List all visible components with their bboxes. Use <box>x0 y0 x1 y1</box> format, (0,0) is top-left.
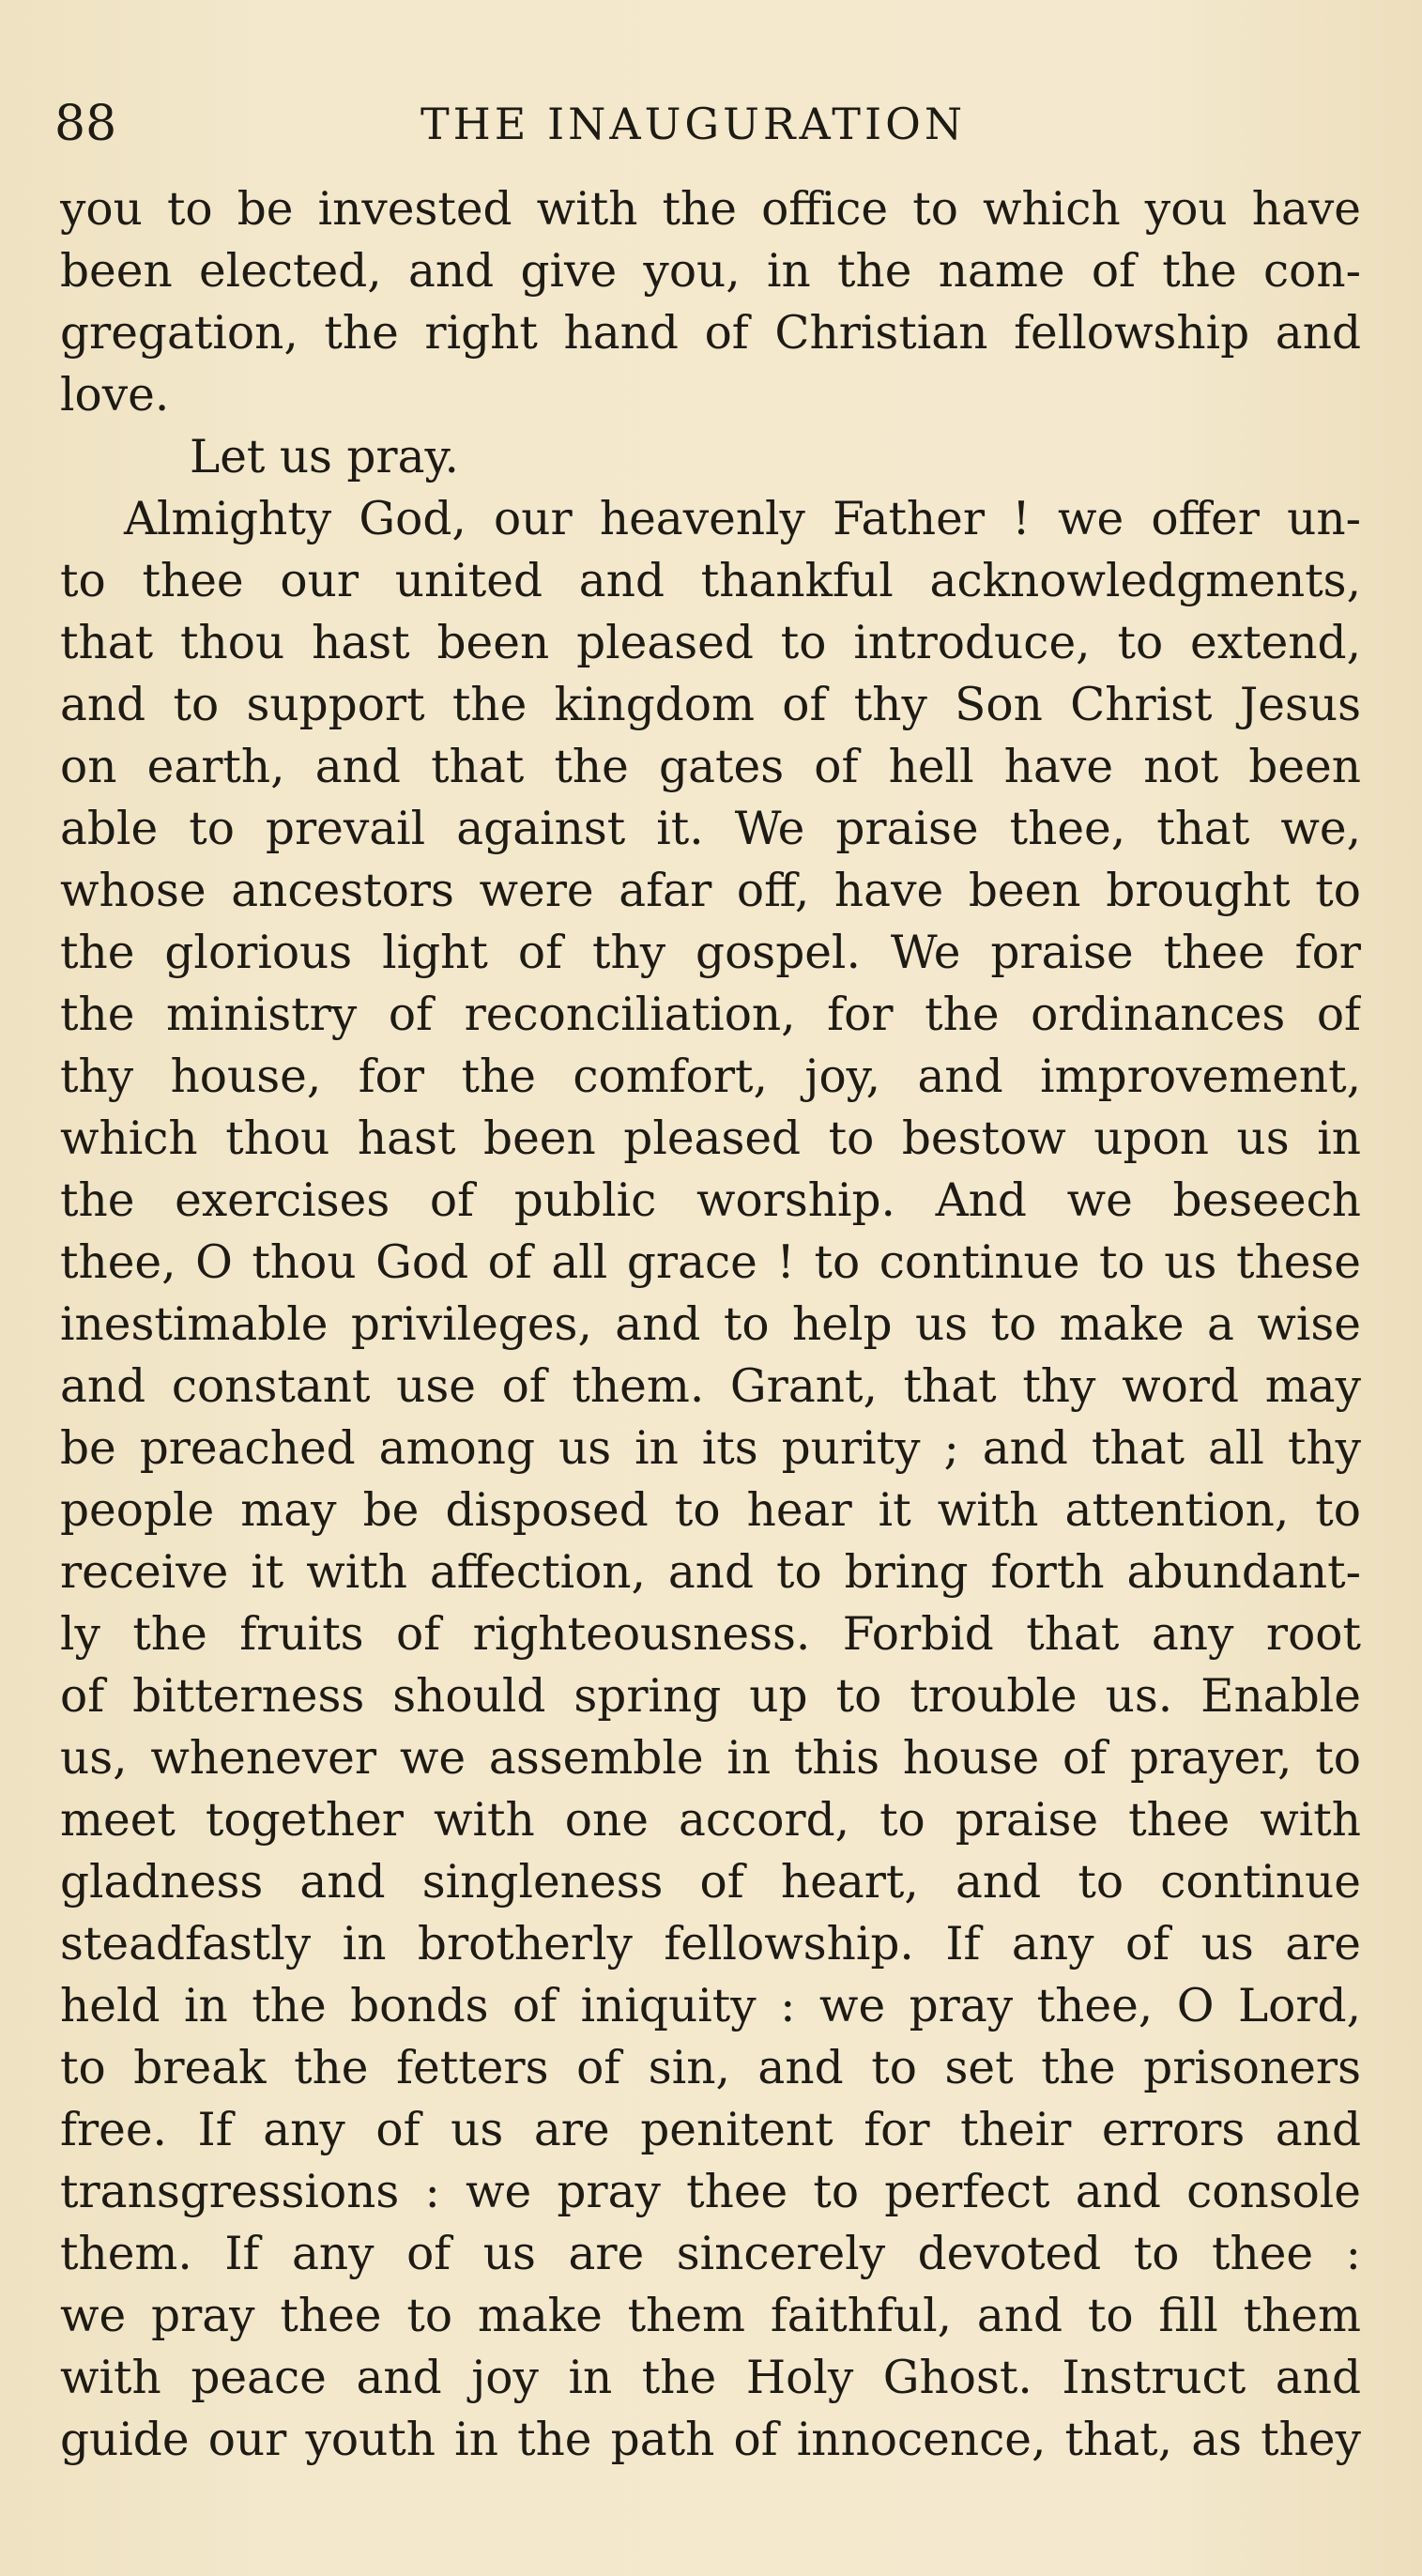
text-line: the ministry of reconciliation, for the ordinances of <box>60 989 1361 1041</box>
text-line: us, whenever we assemble in this house of prayer, to <box>60 1732 1361 1785</box>
text-line: thy house, for the comfort, joy, and improvement, <box>60 1050 1361 1103</box>
text-line: able to prevail against it. We praise thee, that we, <box>60 803 1361 855</box>
text-line: them. If any of us are sincerely devoted to thee : <box>60 2228 1361 2280</box>
text-line: guide our youth in the path of innocence, that, as they <box>60 2414 1361 2466</box>
text-line: receive it with affection, and to bring forth abundant- <box>60 1546 1361 1599</box>
page-number: 88 <box>54 96 117 152</box>
text-line: you to be invested with the office to which you have <box>60 183 1361 236</box>
text-line: held in the bonds of iniquity : we pray thee, O Lord, <box>60 1980 1361 2032</box>
text-line: gladness and singleness of heart, and to continue <box>60 1856 1361 1909</box>
text-line: Let us pray. <box>190 431 459 483</box>
text-line: of bitterness should spring up to trouble us. Enable <box>60 1670 1361 1723</box>
text-line: on earth, and that the gates of hell have not been <box>60 741 1361 793</box>
body-text <box>60 178 1361 2471</box>
page-header <box>54 86 1387 161</box>
text-line: people may be disposed to hear it with attention, to <box>60 1484 1361 1537</box>
text-line: the glorious light of thy gospel. We praise thee for <box>60 927 1361 979</box>
text-line: to break the fetters of sin, and to set the prisoners <box>60 2042 1361 2094</box>
text-line: to thee our united and thankful acknowledgments, <box>60 555 1361 607</box>
text-line: Almighty God, our heavenly Father ! we offer un- <box>124 493 1361 545</box>
text-line: and to support the kingdom of thy Son Christ Jesus <box>60 679 1361 731</box>
text-line: thee, O thou God of all grace ! to continue to us these <box>60 1236 1361 1289</box>
text-line: the exercises of public worship. And we beseech <box>60 1174 1361 1227</box>
text-line: whose ancestors were afar off, have been brought to <box>60 865 1361 917</box>
text-line: with peace and joy in the Holy Ghost. Instruct and <box>60 2352 1361 2404</box>
text-line: love. <box>60 369 170 422</box>
text-line: be preached among us in its purity ; and that all thy <box>60 1422 1361 1475</box>
text-line: ly the fruits of righteousness. Forbid that any root <box>60 1608 1361 1661</box>
text-line: and constant use of them. Grant, that thy word may <box>60 1360 1361 1413</box>
text-line: gregation, the right hand of Christian fellowship and <box>60 307 1361 360</box>
running-head: THE INAUGURATION <box>420 99 967 149</box>
text-line: transgressions : we pray thee to perfect and console <box>60 2166 1361 2218</box>
text-line: we pray thee to make them faithful, and to fill them <box>60 2290 1361 2342</box>
text-line: which thou hast been pleased to bestow upon us in <box>60 1112 1361 1165</box>
text-line: been elected, and give you, in the name of the con- <box>60 245 1361 298</box>
text-line: inestimable privileges, and to help us to make a wise <box>60 1298 1361 1351</box>
text-line: steadfastly in brotherly fellowship. If any of us are <box>60 1918 1361 1970</box>
text-line: meet together with one accord, to praise thee with <box>60 1794 1361 1847</box>
text-line: that thou hast been pleased to introduce, to extend, <box>60 617 1361 669</box>
text-line: free. If any of us are penitent for their errors and <box>60 2104 1361 2156</box>
